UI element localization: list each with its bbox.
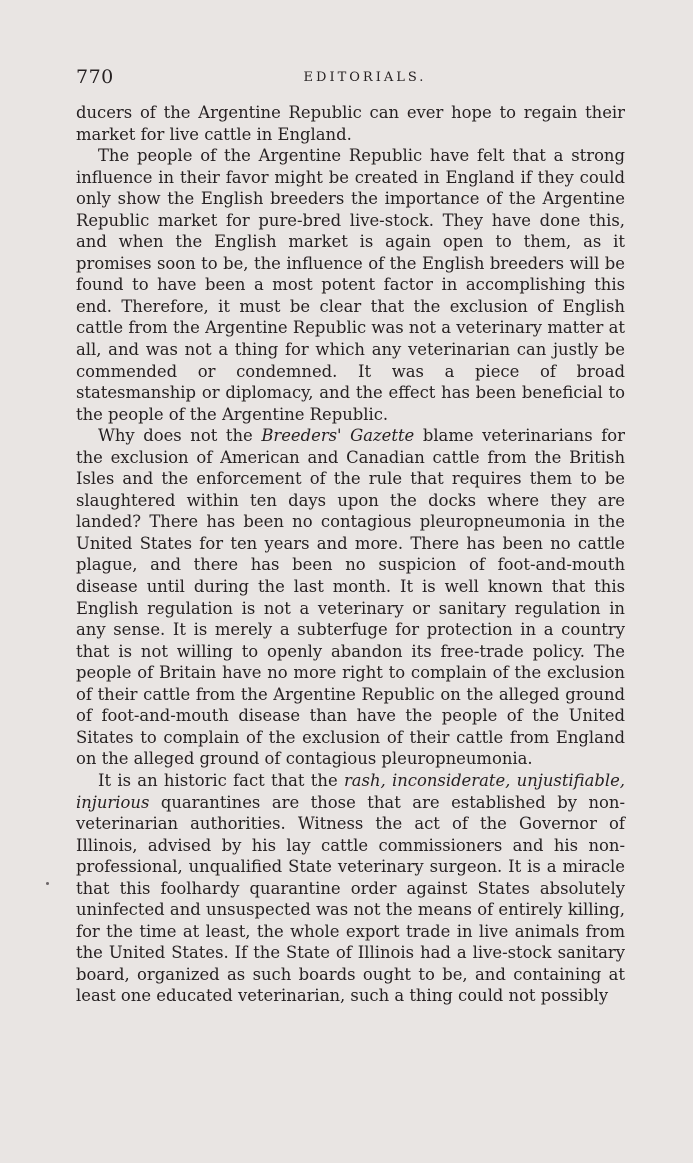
paragraph-3-text-a: Why does not the [98, 426, 262, 446]
emphasis-adjectives: rash, inconsiderate, unjustifiable, [343, 770, 625, 790]
margin-dot [46, 882, 49, 885]
paragraph-1: ducers of the Argentine Republic can ever hope to regain their market for live cattle in England. [76, 103, 625, 144]
paragraph-3 [76, 425, 625, 770]
running-head [76, 66, 624, 94]
paragraph-2: The people of the Argentine Republic have felt that a strong influence in their favor might be created in England if they could only show the English breeders the importance of the Argentine Republic market for pure-bred live-stock. They have done this, and when the English market is again open to them, as it promises soon to be, the influence of the English breeders will be found to have been a most potent factor in accomplishing this end. Therefore, it must be clear that the exclusion of English cattle from the Argentine Republic was not a veterinary matter at all, and was not a thing for which any veterinarian can justly be commended or condemned. It was a piece of broad statesmanship or diplomacy, and the effect has been beneficial to the people of the Argentine Republic. [76, 146, 625, 424]
paragraph-4 [76, 770, 625, 1007]
section-title: EDITORIALS. [303, 70, 427, 85]
emphasis-injurious: injurious [76, 792, 150, 812]
publication-title: Breeders' Gazette [261, 426, 415, 446]
paragraph-4-text-b: quarantines are those that are established by non-veterinarian authorities. Witness the act of the Governor of Illinois, advised by his lay cattle commissioners and his non-professional, unqualified State veterinary surgeon. It is a miracle that this foolhardy quarantine order against States absolutely uninfected and unsuspected was not the means of entirely killing, for the time at least, the whole export trade in live animals from the United States. If the State of Illinois had a live-stock sanitary board, organized as such boards ought to be, and containing at least one educated veterinarian, such a thing could not possibly [76, 792, 625, 1006]
page-number: 770 [76, 66, 114, 88]
paragraph-3-text-b: blame veterinarians for the exclusion of American and Canadian cattle from the British Isles and the enforcement of the rule that requires them to be slaughtered within ten days upon the docks where they are landed? There has been no contagious pleuropneumonia in the United States for ten years and more. There has been no cattle plague, and there has been no suspicion of foot-and-mouth disease until during the last month. It is well known that this English regulation is not a veterinary or sanitary regulation in any sense. It is merely a subterfuge for protection in a country that is not willing to openly abandon its free-trade policy. The people of Britain have no more right to complain of the exclusion of their cattle from the Argentine Republic on the alleged ground of foot-and-mouth disease than have the people of the United Sitates to complain of the exclusion of their cattle from England on the alleged ground of contagious pleuropneumonia. [76, 426, 625, 769]
paragraph-4-text-a: It is an historic fact that the [98, 770, 344, 790]
body-text [76, 102, 625, 1007]
